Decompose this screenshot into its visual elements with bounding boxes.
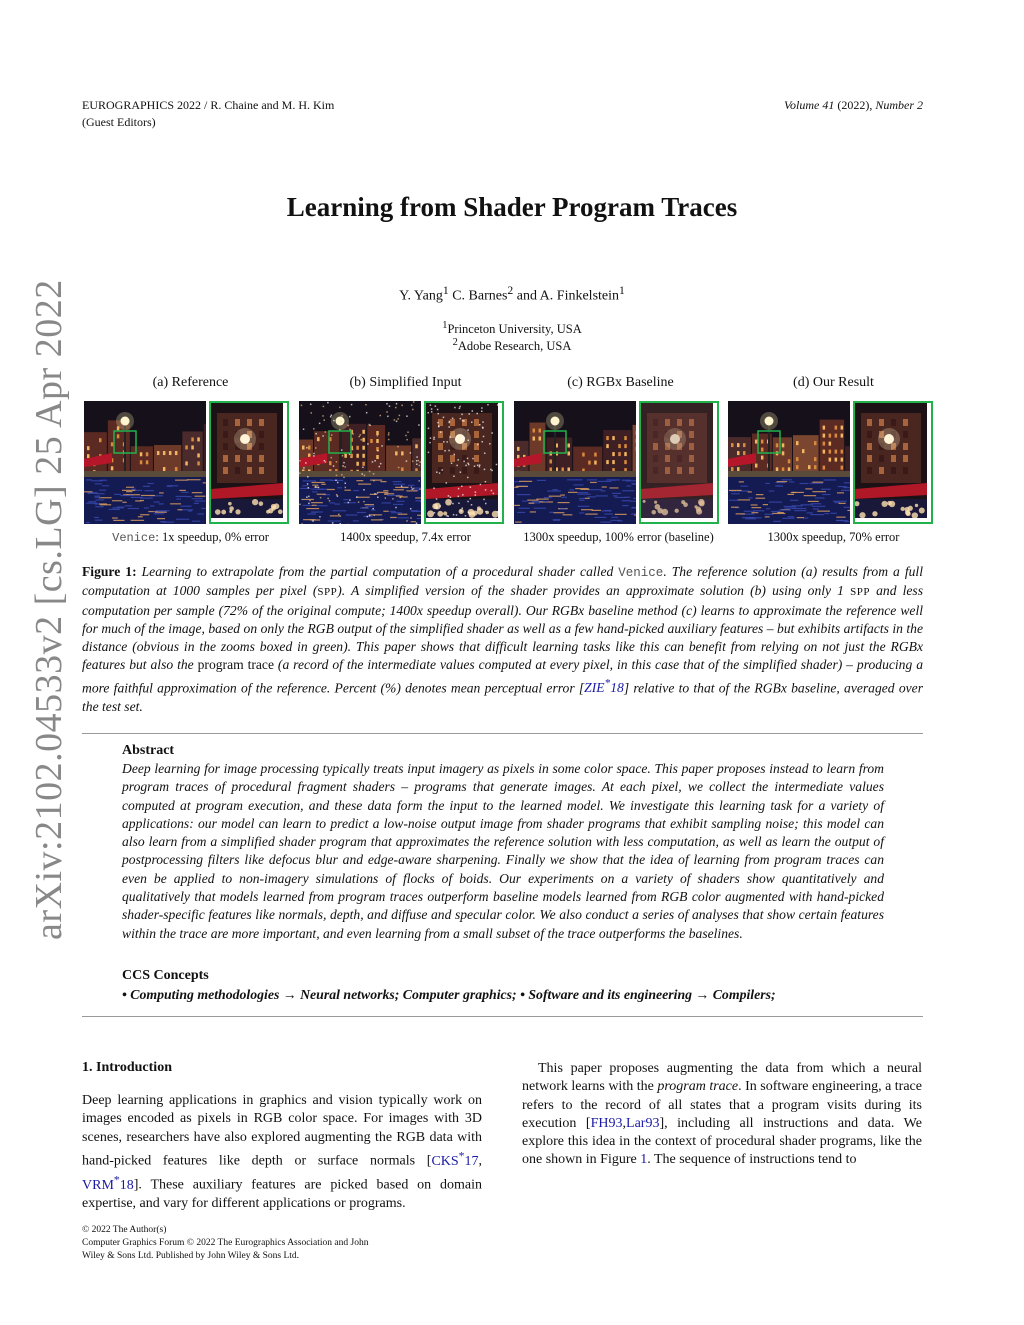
intro-right-text-1: This paper proposes augmenting the data from which a neural network learns with the bbox=[522, 1061, 922, 1095]
caption-text-5: (a record of the intermediate values computed at every pixel, in this case that of the simplified shader) – producing a more faithful approximation of the reference. Percent (%) denotes mean perceptual error [ bbox=[82, 657, 923, 696]
panel-caption-c: 1300x speedup, 100% error (baseline) bbox=[523, 530, 714, 544]
intro-right-column bbox=[522, 1060, 922, 1170]
conference-line: EUROGRAPHICS 2022 / R. Chaine and M. H. Kim bbox=[82, 98, 335, 112]
caption-text-6: ] relative to that of the RGBx baseline, averaged over the test set. bbox=[82, 680, 923, 714]
cite-lar93[interactable]: Lar93 bbox=[626, 1115, 660, 1131]
intro-right-text-2: . In software engineering, a trace refers to the record of all states that a program visits during its execution [ bbox=[522, 1079, 922, 1131]
cite-cks17-sup: * bbox=[458, 1148, 465, 1162]
shader-name: Venice bbox=[112, 531, 156, 545]
cite-fh93[interactable]: FH93 bbox=[590, 1115, 623, 1131]
intro-program-trace: program trace bbox=[657, 1079, 739, 1095]
ccs-heading: CCS Concepts bbox=[122, 968, 209, 983]
figure-1-ref[interactable]: 1 bbox=[640, 1152, 648, 1168]
render-b-full bbox=[299, 401, 421, 524]
author-1: Y. Yang bbox=[399, 288, 443, 304]
panel-label-c: (c) RGBx Baseline bbox=[567, 375, 674, 390]
cite-zie18[interactable] bbox=[584, 677, 624, 696]
cite-vrm18-year: 18 bbox=[119, 1177, 134, 1193]
figure-caption bbox=[82, 563, 923, 716]
number: Number 2 bbox=[875, 98, 923, 112]
abstract-heading: Abstract bbox=[122, 743, 175, 758]
section-heading-introduction: 1. Introduction bbox=[82, 1060, 172, 1075]
caption-program-trace: program trace bbox=[197, 657, 275, 673]
panel-label-b: (b) Simplified Input bbox=[349, 375, 462, 390]
panel-caption-a-text: : 1x speedup, 0% error bbox=[155, 530, 269, 544]
render-a-full bbox=[84, 401, 206, 524]
render-c-zoom bbox=[639, 401, 719, 524]
arxiv-stamp: arXiv:2102.04533v2 [cs.LG] 25 Apr 2022 bbox=[28, 279, 70, 940]
cite-vrm18-sup: * bbox=[113, 1172, 120, 1186]
year: (2022), bbox=[834, 98, 876, 112]
caption-text-2: . The reference solution (a) results from a full computation at 1000 samples per pixel ( bbox=[82, 564, 923, 599]
panel-caption-a bbox=[83, 530, 298, 545]
footer-line-2: Computer Graphics Forum © 2022 The Eurographics Association and John bbox=[82, 1238, 369, 1248]
abstract-text: Deep learning for image processing typically treats input imagery as pixels in some color space. This paper proposes instead to learn from program traces of procedural fragment shaders – programs that generate images. At each pixel, we collect the intermediate values computed at program execution, and these data form the input to the learned model. We investigate this learning task for a variety of applications: our model can learn to predict a low-noise output image from shader programs that exhibit sampling noise; this model can also learn from a simplified shader program that approximates the reference solution with less computation, as well as learn the output of postprocessing filters like defocus blur and edge-aware sharpening. Finally we show that the idea of learning from program traces can even be applied to non-imagery simulations of flocks of boids. Our experiments on a variety of shaders show quantitatively and qualitatively that models learned from program traces outperform baseline models learned from RGB color augmented with hand-picked shader-specific features like normals, depth, and diffuse and specular color. We also conduct a series of analyses that show certain features within the trace are more important, and even learning from a small subset of the trace outperforms the baselines. bbox=[122, 761, 884, 941]
author-1-affil: 1 bbox=[442, 284, 449, 297]
caption-text-1: Learning to extrapolate from the partial computation of a procedural shader called bbox=[136, 564, 619, 579]
caption-spp-2: SPP bbox=[850, 586, 870, 599]
caption-code: Venice bbox=[618, 566, 664, 580]
caption-text-4: and less computation per sample (72% of the original compute; 1400x speedup overall). Our RGBx baseline method (c) learns to approximate the reference well for much of the image, based on only the RGB output of the simplified shader as well as a few hand-picked auxiliary features – but exhibits artifacts in the distance (obvious in the zooms boxed in green). This paper shows that difficult learning tasks like this can benefit from relying on not just the RGBx features but also the bbox=[82, 583, 924, 673]
cite-zie18-sup: * bbox=[604, 677, 611, 690]
cite-separator-2: , bbox=[622, 1115, 627, 1131]
caption-text-3: ). A simplified version of the shader provides an approximate solution (b) using only 1 bbox=[337, 583, 851, 599]
intro-left-column bbox=[82, 1092, 482, 1213]
footer-line-3: Wiley & Sons Ltd. Published by John Wiley & Sons Ltd. bbox=[82, 1251, 300, 1261]
footer-line-1: © 2022 The Author(s) bbox=[82, 1225, 167, 1235]
render-c-full bbox=[514, 401, 636, 524]
affiliation-1-name: Princeton University, USA bbox=[447, 322, 582, 337]
panel-caption-d: 1300x speedup, 70% error bbox=[767, 530, 900, 544]
running-header-left bbox=[82, 97, 334, 131]
affiliation-1 bbox=[0, 320, 1024, 337]
cite-separator: , bbox=[478, 1153, 482, 1169]
caption-spp-1: SPP bbox=[317, 586, 338, 599]
author-list bbox=[0, 284, 1024, 305]
author-2-affil: 2 bbox=[507, 284, 514, 297]
copyright-footer bbox=[82, 1224, 402, 1263]
rule-bottom bbox=[82, 1016, 923, 1017]
running-header-right bbox=[784, 97, 923, 114]
cite-cks17[interactable] bbox=[431, 1148, 479, 1169]
cite-zie18-name: ZIE bbox=[584, 680, 605, 696]
panel-label-d: (d) Our Result bbox=[793, 375, 874, 390]
intro-left-text-1: Deep learning applications in graphics and vision typically work on images encoded as pixels in RGB color space. For images with 3D scenes, researchers have also explored augmenting the RGB data with hand-picked features like depth or surface normals [ bbox=[82, 1093, 482, 1169]
cite-zie18-year: 18 bbox=[610, 680, 624, 696]
render-d-zoom bbox=[853, 401, 933, 524]
cite-vrm18-name: VRM bbox=[82, 1177, 114, 1193]
ccs-section bbox=[122, 966, 902, 1004]
ccs-text: • Computing methodologies → Neural networks; Computer graphics; • Software and its engineering → Compilers; bbox=[122, 987, 776, 1002]
editors-line: (Guest Editors) bbox=[82, 115, 156, 129]
author-2: C. Barnes bbox=[452, 288, 508, 304]
intro-right-text-3: ], including all instructions and data. We explore this idea in the context of procedural shader programs, like the one shown in Figure bbox=[522, 1115, 922, 1168]
cite-cks17-name: CKS bbox=[431, 1153, 459, 1169]
affiliation-2-sup: 2 bbox=[452, 337, 458, 348]
render-d-full bbox=[728, 401, 850, 524]
paper-title: Learning from Shader Program Traces bbox=[286, 192, 738, 222]
figure-label: Figure 1: bbox=[82, 564, 137, 579]
affiliation-2-name: Adobe Research, USA bbox=[457, 339, 572, 354]
panel-caption-b: 1400x speedup, 7.4x error bbox=[340, 530, 471, 544]
affiliation-1-sup: 1 bbox=[442, 320, 448, 331]
affiliation-2 bbox=[0, 337, 1024, 354]
intro-right-text-4: . The sequence of instructions tend to bbox=[647, 1152, 857, 1168]
render-a-zoom bbox=[209, 401, 289, 524]
rule-top bbox=[82, 733, 923, 734]
abstract-section bbox=[122, 741, 884, 943]
author-3-affil: 1 bbox=[619, 284, 625, 297]
volume: Volume 41 bbox=[784, 98, 835, 112]
render-b-zoom bbox=[424, 401, 504, 524]
cite-vrm18[interactable] bbox=[82, 1172, 134, 1193]
panel-label-a: (a) Reference bbox=[152, 375, 229, 390]
cite-cks17-year: 17 bbox=[464, 1153, 479, 1169]
author-3: and A. Finkelstein bbox=[516, 288, 620, 304]
intro-left-text-2: ]. These auxiliary features are picked based on domain expertise, and vary for different applications or programs. bbox=[82, 1177, 482, 1211]
